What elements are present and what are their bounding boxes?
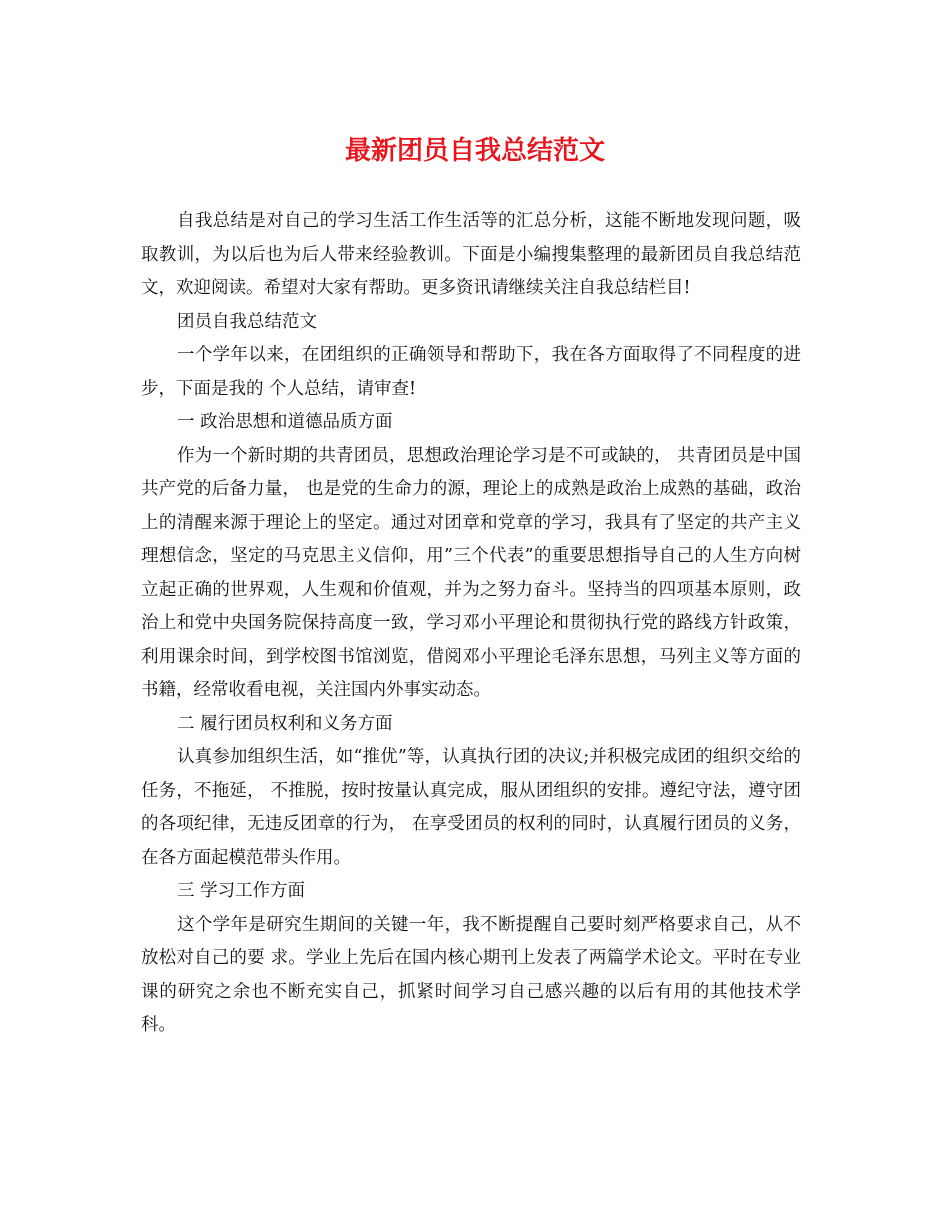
section-heading-study-work: 三 学习工作方面 — [177, 881, 306, 901]
document-title: 最新团员自我总结范文 — [344, 136, 605, 166]
paragraph-subtitle: 团员自我总结范文 — [177, 311, 317, 332]
section-heading-rights-duties: 二 履行团员权利和义务方面 — [177, 713, 393, 734]
paragraph-opening: 一个学年以来，在团组织的正确领导和帮助下，我在各方面取得了不同程度的进步，下面是我的 个人总结，请审查! — [141, 345, 801, 399]
paragraph-politics: 作为一个新时期的共青团员，思想政治理论学习是不可或缺的， 共青团员是中国共产党的后备力量， 也是党的生命力的源，理论上的成熟是政治上成熟的基础，政治上的清醒来源于理论上的坚定。通过对团章和党章的学习，我具有了坚定的共产主义理想信念，坚定的马克思主义信仰，用”三个代表”的重要思想指导自己的人生方向树立起正确的世界观，人生观和价值观，并为之努力奋斗。坚持当的四项基本原则，政治上和党中央国务院保持高度一致，学习邓小平理论和贯彻执行党的路线方针政策，利用课余时间，到学校图书馆浏览，借阅邓小平理论毛泽东思想，马列主义等方面的书籍，经常收看电视，关注国内外事实动态。 — [141, 445, 801, 700]
paragraph-study-work: 这个学年是研究生期间的关键一年，我不断提醒自己要时刻严格要求自己，从不放松对自己的要 求。学业上先后在国内核心期刊上发表了两篇学术论文。平时在专业课的研究之余也不断充实自己，抓紧时间学习自己感兴趣的以后有用的其他技术学科。 — [141, 914, 801, 1035]
paragraph-intro: 自我总结是对自己的学习生活工作生活等的汇总分析，这能不断地发现问题，吸取教训，为以后也为后人带来经验教训。下面是小编搜集整理的最新团员自我总结范文，欢迎阅读。希望对大家有帮助。更多资讯请继续关注自我总结栏目! — [141, 211, 801, 298]
paragraph-rights-duties: 认真参加组织生活，如“推优”等，认真执行团的决议;并积极完成团的组织交给的任务，不拖延， 不推脱，按时按量认真完成，服从团组织的安排。遵纪守法，遵守团的各项纪律，无违反团章的行为， 在享受团员的权利的同时，认真履行团员的义务，在各方面起模范带头作用。 — [141, 747, 801, 868]
section-heading-politics: 一 政治思想和道德品质方面 — [177, 412, 393, 432]
document-body — [141, 205, 801, 1043]
